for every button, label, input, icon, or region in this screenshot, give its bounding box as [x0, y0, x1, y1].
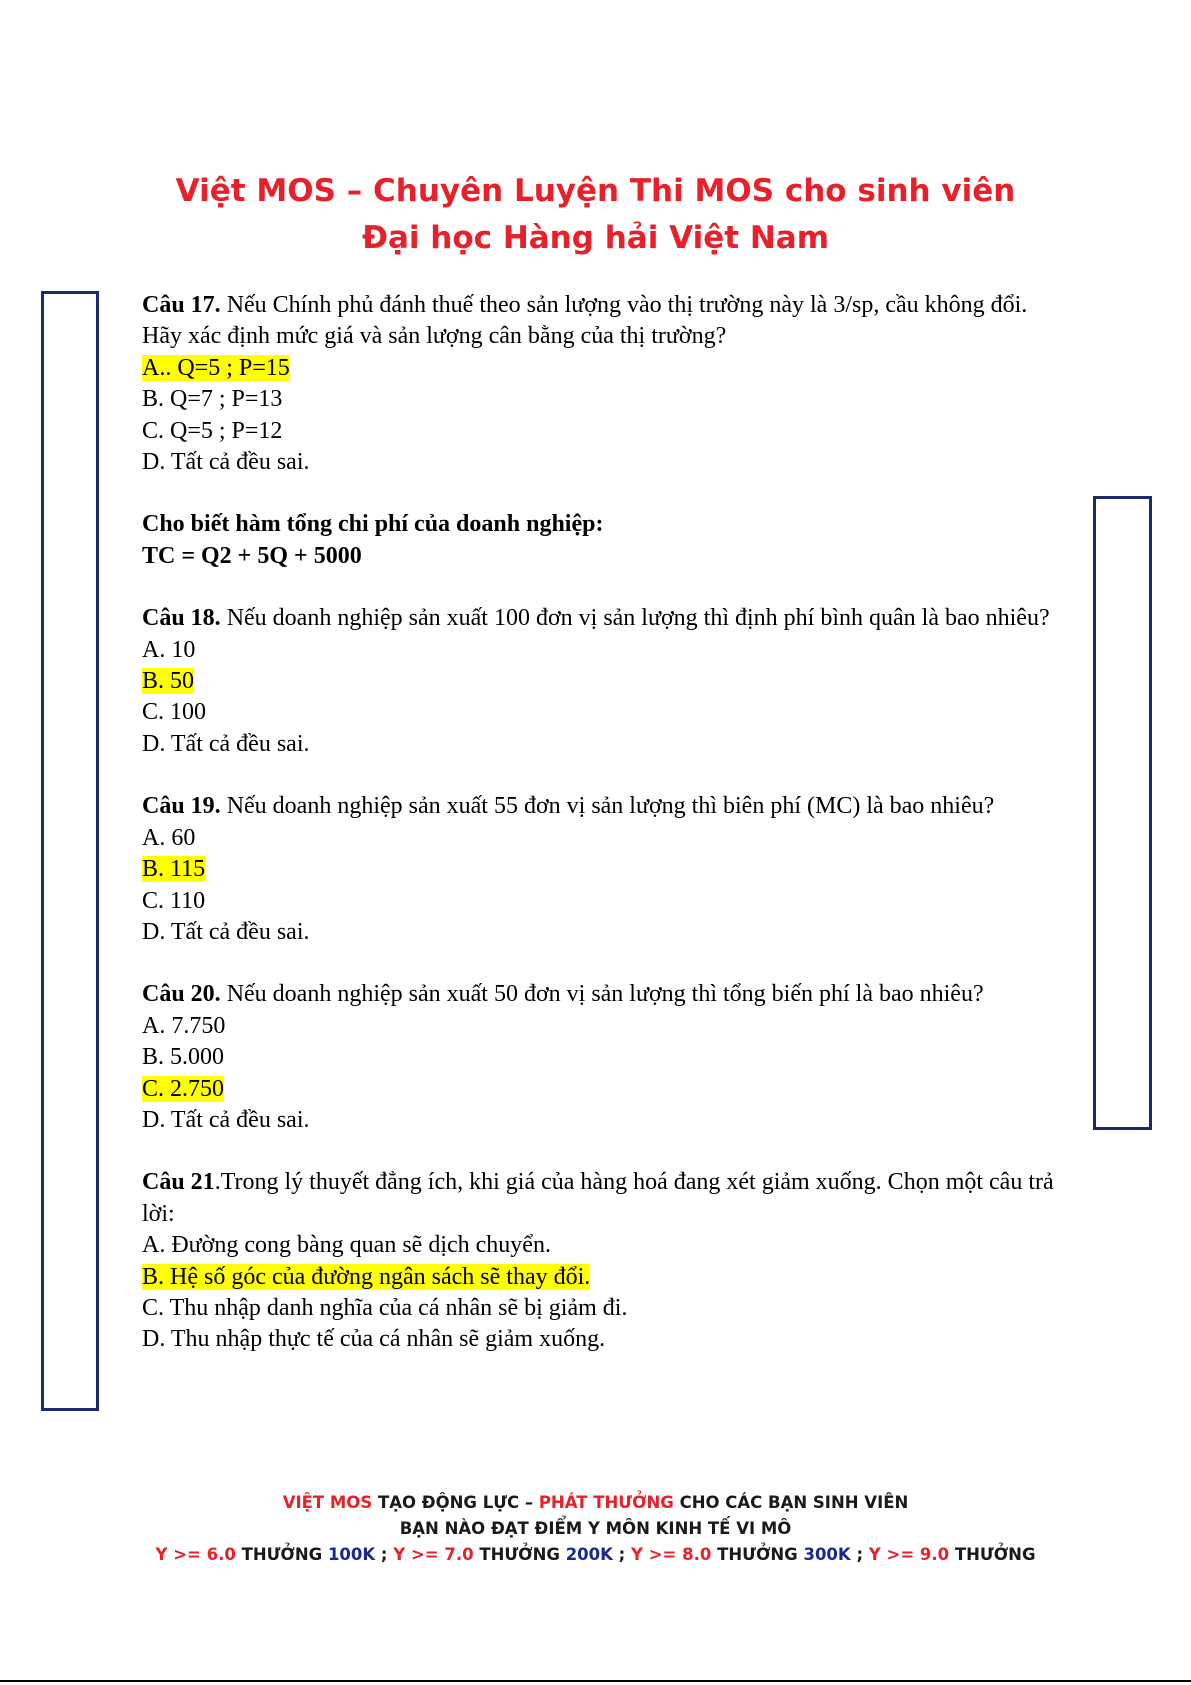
question-text	[142, 791, 1072, 822]
page-header	[0, 168, 1191, 262]
option-b	[142, 854, 1072, 885]
option-c: C. Q=5 ; P=12	[142, 417, 283, 444]
option-a	[142, 353, 1072, 384]
given-info	[142, 509, 1072, 572]
correct-answer-highlight: A.. Q=5 ; P=15	[142, 354, 290, 381]
question-label: Câu 19.	[142, 793, 221, 820]
reward-segment: 200K	[565, 1545, 613, 1564]
reward-segment: Y >= 6.0	[155, 1545, 236, 1564]
option-a: A. 10	[142, 636, 196, 663]
bottom-divider	[0, 1680, 1191, 1682]
question-body: Nếu doanh nghiệp sản xuất 100 đơn vị sản lượng thì định phí bình quân là bao nhiêu?	[220, 605, 1050, 632]
question-18	[142, 603, 1072, 760]
reward-segment: ;	[375, 1545, 394, 1564]
reward-segment: ;	[612, 1545, 632, 1564]
question-label: Câu 18.	[142, 605, 221, 632]
given-heading: Cho biết hàm tổng chi phí của doanh nghiệp:	[142, 511, 604, 538]
option-b	[142, 666, 1072, 697]
option-d: D. Tất cả đều sai.	[142, 730, 310, 757]
option-b: B. Q=7 ; P=13	[142, 386, 283, 413]
reward-segment: ;	[850, 1545, 869, 1564]
correct-answer-highlight: B. 115	[142, 856, 206, 883]
option-c	[142, 1074, 1072, 1105]
option-c: C. 100	[142, 699, 207, 726]
option-b	[142, 1262, 1072, 1293]
option-a: A. 60	[142, 824, 196, 851]
footer-highlight: PHÁT THƯỞNG	[538, 1493, 674, 1512]
question-content	[142, 290, 1072, 1356]
reward-segment: Y >= 8.0	[631, 1545, 712, 1564]
option-d: D. Thu nhập thực tế của cá nhân sẽ giảm xuống.	[142, 1326, 606, 1353]
option-b: B. 5.000	[142, 1044, 225, 1071]
correct-answer-highlight: C. 2.750	[142, 1075, 225, 1102]
left-decor-box	[41, 291, 99, 1411]
correct-answer-highlight: B. 50	[142, 668, 195, 695]
reward-segment: Y >= 9.0	[868, 1545, 950, 1564]
reward-segment: THƯỞNG	[235, 1545, 328, 1564]
question-body: Nếu doanh nghiệp sản xuất 55 đơn vị sản lượng thì biên phí (MC) là bao nhiêu?	[220, 793, 995, 820]
option-d: D. Tất cả đều sai.	[142, 449, 310, 476]
right-decor-box	[1093, 496, 1152, 1130]
question-text	[142, 979, 1072, 1010]
option-c: C. Thu nhập danh nghĩa của cá nhân sẽ bị giảm đi.	[142, 1294, 628, 1321]
option-d: D. Tất cả đều sai.	[142, 1106, 310, 1133]
reward-segment: THƯỞNG	[711, 1545, 804, 1564]
footer-line-3	[0, 1542, 1191, 1568]
question-label: Câu 21	[142, 1169, 215, 1196]
footer-text: CHO CÁC BẠN SINH VIÊN	[673, 1493, 909, 1512]
option-c: C. 110	[142, 887, 206, 914]
footer-text: TẠO ĐỘNG LỰC –	[372, 1493, 539, 1512]
question-20	[142, 979, 1072, 1136]
question-body: Nếu Chính phủ đánh thuế theo sản lượng vào thị trường này là 3/sp, cầu không đổi. Hãy xác định mức giá và sản lượng cân bằng của thị trường?	[142, 292, 1028, 350]
option-d: D. Tất cả đều sai.	[142, 918, 310, 945]
question-17	[142, 290, 1072, 478]
footer-line-2: BẠN NÀO ĐẠT ĐIỂM Y MÔN KINH TẾ VI MÔ	[399, 1519, 792, 1538]
question-label: Câu 20.	[142, 981, 221, 1008]
question-label: Câu 17.	[142, 292, 221, 318]
reward-segment: THƯỞNG	[473, 1545, 566, 1564]
question-text	[142, 603, 1072, 634]
given-formula: TC = Q2 + 5Q + 5000	[142, 542, 362, 569]
reward-segment: THƯỞNG	[949, 1545, 1036, 1564]
correct-answer-highlight: B. Hệ số góc của đường ngân sách sẽ thay đổi.	[142, 1263, 591, 1290]
footer-line-1	[0, 1490, 1191, 1516]
question-19	[142, 791, 1072, 948]
option-a: A. 7.750	[142, 1012, 226, 1039]
promo-footer	[0, 1490, 1191, 1568]
reward-segment: 100K	[327, 1545, 376, 1564]
header-title: Việt MOS – Chuyên Luyện Thi MOS cho sinh viên	[175, 173, 1016, 209]
reward-segment: 300K	[803, 1545, 851, 1564]
reward-segment: Y >= 7.0	[393, 1545, 474, 1564]
question-text	[142, 1167, 1072, 1230]
question-body: .Trong lý thuyết đẳng ích, khi giá của hàng hoá đang xét giảm xuống. Chọn một câu trả lời:	[142, 1169, 1054, 1227]
header-subtitle: Đại học Hàng hải Việt Nam	[361, 220, 830, 256]
brand-name: VIỆT MOS	[282, 1493, 373, 1512]
question-body: Nếu doanh nghiệp sản xuất 50 đơn vị sản lượng thì tổng biến phí là bao nhiêu?	[220, 981, 984, 1008]
option-a: A. Đường cong bàng quan sẽ dịch chuyển.	[142, 1232, 551, 1259]
question-text	[142, 290, 1072, 353]
question-21	[142, 1167, 1072, 1355]
